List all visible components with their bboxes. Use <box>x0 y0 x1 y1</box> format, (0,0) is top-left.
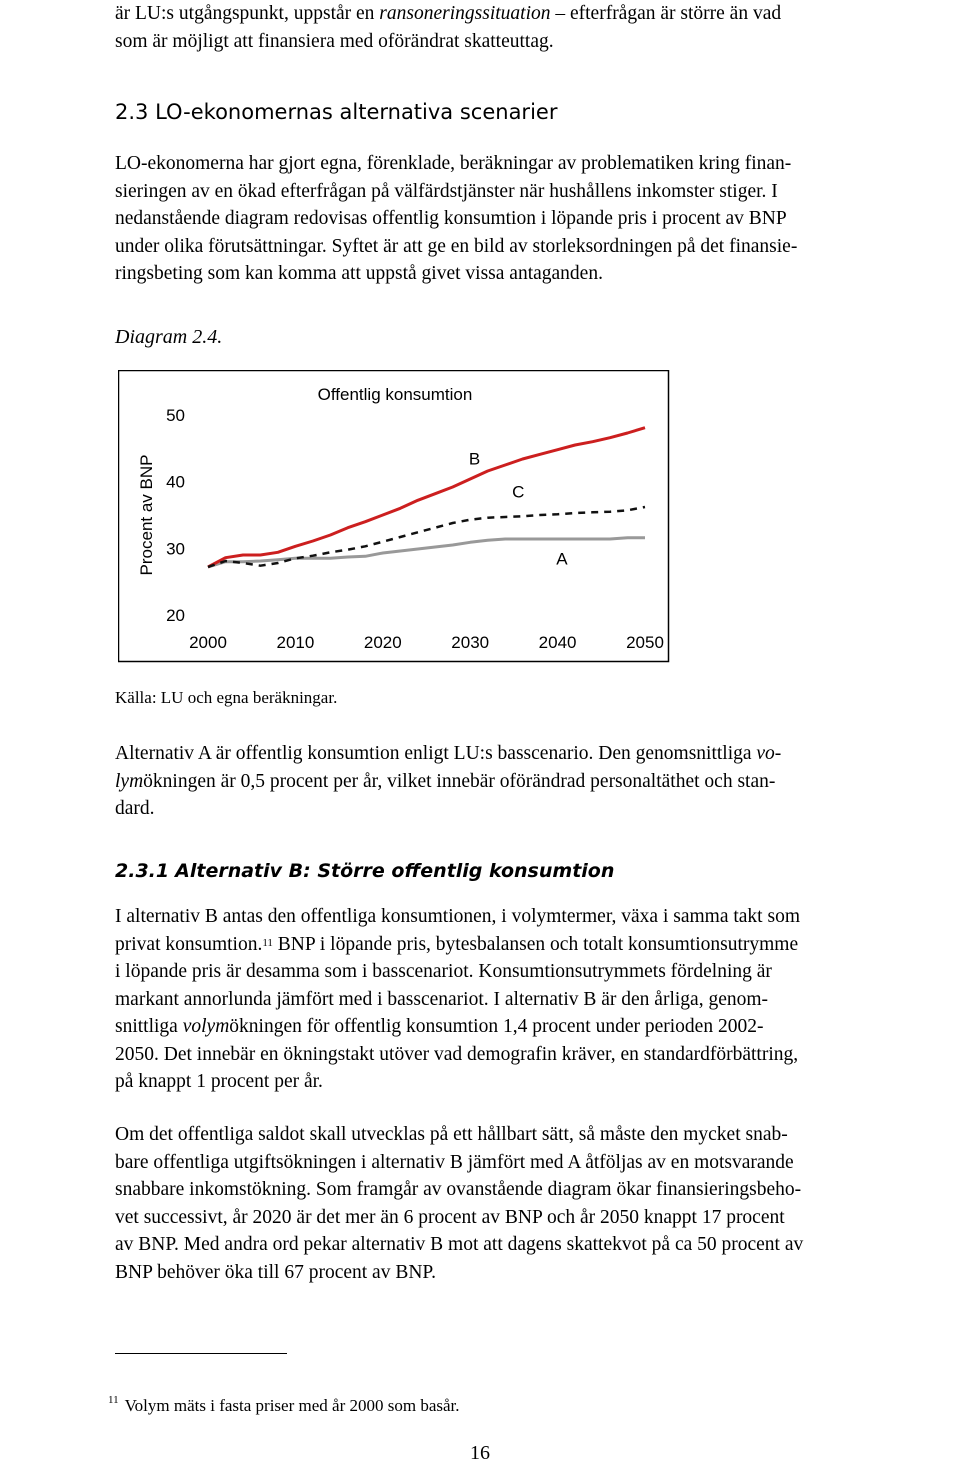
footnote-separator <box>115 1353 287 1354</box>
intro-line-2: som är möjligt att finansiera med oförändrat skatteuttag. <box>115 30 554 52</box>
y-tick-label: 50 <box>166 406 185 425</box>
x-tick-label: 2040 <box>538 633 577 652</box>
x-tick-label: 2010 <box>276 633 315 652</box>
x-tick-label: 2000 <box>189 633 227 652</box>
series-label-a: A <box>556 549 568 569</box>
paragraph-3: I alternativ B antas den offentliga konsumtionen, i volymtermer, växa i samma takt som privat konsumtion.$^{11}$ BNP i löpande pris, bytesbalansen och totalt konsumtionsutrymme i löpande pris är desamma som i basscenariot. Konsumtionsutrymmets fördelning är markant annorlunda jämfört med i basscenariot. I alternativ B är den årliga, genom- snittliga volymökningen för offentlig konsumtion 1,4 procent under perioden 2002- 2050. Det innebär en ökningstakt utöver vad demografin kräver, en standardförbättring, på knappt 1 procent per år. <box>115 906 800 1092</box>
intro-line-1: är LU:s utgångspunkt, uppstår en ransoneringssituation – efterfrågan är större än vad <box>115 3 782 24</box>
y-tick-label: 20 <box>166 606 185 625</box>
paragraph-2: Alternativ A är offentlig konsumtion enligt LU:s basscenario. Den genomsnittliga vo- lymökningen är 0,5 procent per år, vilket innebär oförändrad personaltäthet och stan- dard. <box>115 743 782 819</box>
x-tick-label: 2030 <box>451 633 490 652</box>
subsection-title: Alternativ B: Större offentlig konsumtion <box>175 860 615 882</box>
section-title: LO-ekonomernas alternativa scenarier <box>155 100 558 124</box>
x-tick-label: 2020 <box>363 633 402 652</box>
subsection-number: 2.3.1 <box>115 860 170 882</box>
series-label-b: B <box>468 449 481 469</box>
subsection-heading <box>115 859 614 883</box>
y-tick-label: 40 <box>166 472 185 492</box>
line-chart <box>118 370 670 664</box>
x-tick-label: 2050 <box>626 633 664 652</box>
diagram-caption: Diagram 2.4. <box>115 326 223 348</box>
paragraph-4: Om det offentliga saldot skall utvecklas på ett hållbart sätt, så måste den mycket snab- bare offentliga utgiftsökningen i alternativ B jämfört med A åtföljas av en motsvarande snabbare inkomstökning. Som framgår av ovanstående diagram ökar finansieringsbeho- vet successivt, år 2020 är det mer än 6 procent av BNP och år 2050 knappt 17 procent av BNP. Med andra ord pekar alternativ B mot att dagens skattekvot på ca 50 procent av BNP behöver öka till 67 procent av BNP. <box>115 1124 804 1283</box>
section-number: 2.3 <box>115 100 149 124</box>
footnote <box>108 1396 460 1416</box>
footnote-number: 11 <box>108 1394 119 1406</box>
y-axis-label: Procent av BNP <box>137 454 156 576</box>
chart-border <box>119 371 669 662</box>
intro-paragraph <box>115 0 960 55</box>
section-heading <box>115 99 557 125</box>
paragraph-1: LO-ekonomerna har gjort egna, förenklade, beräkningar av problematiken kring finan- sieringen av en ökad efterfrågan på välfärdstjänster när hushållens inkomster stiger. I nedanstående diagram redovisas offentlig konsumtion i löpande pris i procent av BNP under olika förutsättningar. Syftet är att ge en bild av storleksordningen på det finansie- ringsbeting som kan komma att uppstå givet vissa antaganden. <box>115 153 798 284</box>
page-number: 16 <box>470 1442 490 1464</box>
footnote-ref[interactable]: 11 <box>262 936 273 949</box>
footnote-text: Volym mäts i fasta priser med år 2000 som basår. <box>124 1396 460 1415</box>
series-label-c: C <box>512 482 525 502</box>
y-tick-label: 30 <box>166 539 185 559</box>
chart-title: Offentlig konsumtion <box>317 385 473 404</box>
source-note: Källa: LU och egna beräkningar. <box>115 688 338 707</box>
